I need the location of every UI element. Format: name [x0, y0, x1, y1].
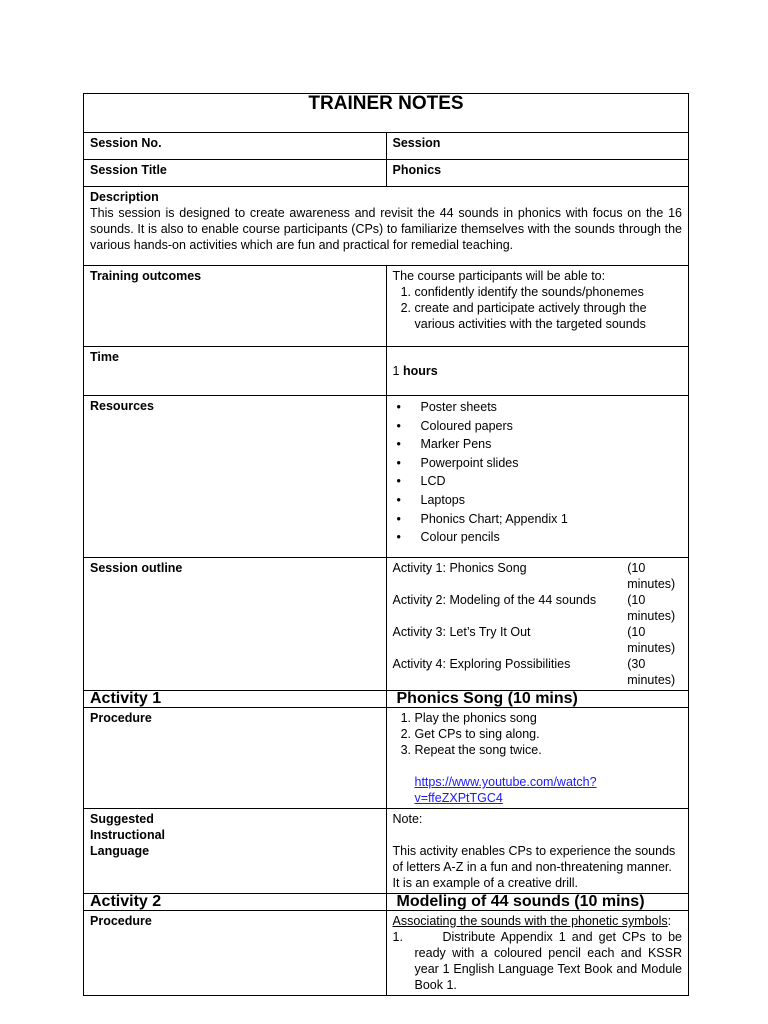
- list-item: [393, 592, 683, 624]
- activity2-procedure-row: [84, 911, 689, 996]
- time-row: [84, 347, 689, 396]
- outline-activity-duration: (10 minutes): [627, 625, 676, 655]
- list-item: • Colour pencils: [415, 528, 683, 547]
- activity2-subheading-colon: :: [667, 914, 672, 928]
- outline-activity-name: Activity 4: Exploring Possibilities: [392, 657, 571, 671]
- session-title-label: Session Title: [84, 160, 387, 187]
- list-item: 1. confidently identify the sounds/phonemes: [415, 284, 683, 300]
- list-item: 1. Play the phonics song: [415, 710, 683, 726]
- outline-activity-name: Activity 1: Phonics Song: [392, 561, 527, 575]
- list-item: • Laptops: [415, 491, 683, 510]
- time-number: 1: [392, 364, 400, 378]
- activity2-heading-row: [84, 894, 689, 911]
- session-outline-cell: [386, 558, 689, 691]
- list-item: 3. Repeat the song twice.: [415, 742, 683, 758]
- note-text: This activity enables CPs to experience the sounds of letters A-Z in a fun and non-threatening manner. It is an example of a creative drill.: [392, 844, 676, 890]
- note-label: Note:: [392, 812, 423, 826]
- resources-list: [393, 398, 683, 547]
- list-item: • Coloured papers: [415, 417, 683, 436]
- training-outcomes-list: [393, 284, 683, 332]
- list-item: 2. create and participate actively through the various activities with the targeted sounds: [415, 300, 683, 332]
- outline-activity-name: Activity 2: Modeling of the 44 sounds: [392, 593, 597, 607]
- list-item: [393, 624, 683, 656]
- youtube-link[interactable]: https://www.youtube.com/watch?v=ffeZXPtTGC4: [414, 775, 597, 805]
- session-no-row: [84, 133, 689, 160]
- session-outline-row: [84, 558, 689, 691]
- list-item: • Marker Pens: [415, 435, 683, 454]
- training-outcomes-label: Training outcomes: [84, 266, 387, 347]
- activity2-procedure-label: Procedure: [84, 911, 387, 996]
- instructional-label-line: Instructional: [90, 828, 166, 842]
- training-outcomes-cell: [386, 266, 689, 347]
- activity2-step-1: [393, 929, 683, 993]
- list-item: 2. Get CPs to sing along.: [415, 726, 683, 742]
- activity1-heading: Phonics Song (10 mins): [386, 691, 689, 708]
- resources-cell: [386, 396, 689, 558]
- time-label: Time: [84, 347, 387, 396]
- session-no-value: Session: [386, 133, 689, 160]
- activity2-procedure-cell: [386, 911, 689, 996]
- resources-row: [84, 396, 689, 558]
- session-outline-label: Session outline: [84, 558, 387, 691]
- activity1-procedure-label: Procedure: [84, 708, 387, 809]
- description-cell: [84, 187, 689, 266]
- title-row: [84, 94, 689, 133]
- list-item: [393, 560, 683, 592]
- activity2-subheading: Associating the sounds with the phonetic symbols: [392, 914, 668, 928]
- activity1-procedure-row: [84, 708, 689, 809]
- activity2-step-number: 1.: [392, 930, 403, 944]
- session-title-row: [84, 160, 689, 187]
- list-item: • Phonics Chart; Appendix 1: [415, 510, 683, 529]
- outline-activity-name: Activity 3: Let’s Try It Out: [392, 625, 531, 639]
- activity1-procedure-cell: [386, 708, 689, 809]
- activity2-subheading-line: [393, 913, 683, 929]
- trainer-notes-document: [83, 93, 689, 996]
- list-item: • LCD: [415, 472, 683, 491]
- page-title: TRAINER NOTES: [84, 94, 689, 133]
- suggested-language-label: [84, 809, 387, 894]
- activity2-heading: Modeling of 44 sounds (10 mins): [386, 894, 689, 911]
- list-item: [393, 656, 683, 688]
- activity1-heading-row: [84, 691, 689, 708]
- description-label: Description: [90, 190, 159, 204]
- resources-label: Resources: [84, 396, 387, 558]
- activity2-label: Activity 2: [84, 894, 387, 911]
- activity1-label: Activity 1: [84, 691, 387, 708]
- language-label-line: Language: [90, 844, 150, 858]
- list-item: • Poster sheets: [415, 398, 683, 417]
- activity1-steps: [393, 710, 683, 758]
- list-item: • Powerpoint slides: [415, 454, 683, 473]
- session-title-value: Phonics: [386, 160, 689, 187]
- training-outcomes-row: [84, 266, 689, 347]
- outline-activity-duration: (10 minutes): [627, 561, 676, 591]
- outline-activity-duration: (10 minutes): [627, 593, 676, 623]
- activity2-step-text: Distribute Appendix 1 and get CPs to be ready with a coloured pencil each and KSSR year 1 English Language Text Book and Module Book 1.: [414, 930, 682, 992]
- description-text: This session is designed to create awareness and revisit the 44 sounds in phonics with focus on the 16 sounds. It is also to enable course participants (CPs) to familiarize themselves with the sounds through the various hands-on activities which are fun and practical for remedial teaching.: [90, 206, 682, 252]
- activity1-suggested-language-row: [84, 809, 689, 894]
- activity1-link-wrap: [393, 774, 683, 806]
- suggested-language-cell: [386, 809, 689, 894]
- suggested-label-line: Suggested: [90, 812, 154, 826]
- time-cell: [386, 347, 689, 396]
- session-no-label: Session No.: [84, 133, 387, 160]
- training-outcomes-intro: The course participants will be able to:: [392, 269, 606, 283]
- outline-activity-duration: (30 minutes): [627, 657, 676, 687]
- time-unit: hours: [402, 364, 438, 378]
- description-row: [84, 187, 689, 266]
- trainer-notes-table: [83, 93, 689, 996]
